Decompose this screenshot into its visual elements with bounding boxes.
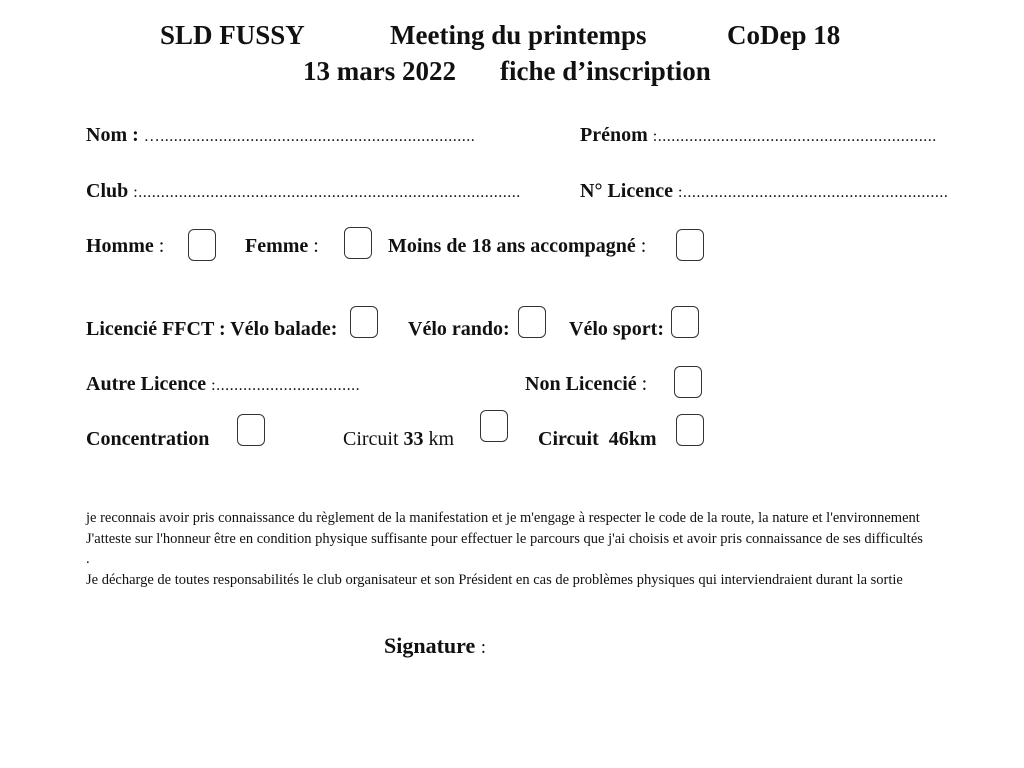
velo-rando-label: Vélo rando:	[408, 318, 510, 340]
signature-label: Signature	[384, 633, 476, 658]
femme-label: Femme	[245, 235, 309, 257]
moins18-colon: :	[640, 235, 647, 257]
femme-checkbox[interactable]	[344, 227, 372, 259]
club-row[interactable]	[86, 180, 521, 203]
non-licencie-colon: :	[641, 373, 648, 395]
circuit-33-unit: km	[428, 428, 455, 450]
circuit-33-prefix: Circuit	[343, 428, 399, 450]
velo-sport-checkbox[interactable]	[671, 306, 699, 338]
femme-label-group	[245, 235, 319, 258]
form-title: fiche d’inscription	[500, 56, 711, 86]
autre-licence-row[interactable]	[86, 373, 360, 396]
licence-label: N° Licence	[580, 180, 673, 202]
event-name: Meeting du printemps	[390, 20, 647, 50]
concentration-label: Concentration	[86, 428, 210, 450]
non-licencie-label-group	[525, 373, 647, 396]
nom-row[interactable]	[86, 124, 475, 147]
circuit-46-checkbox[interactable]	[676, 414, 704, 446]
nom-label: Nom :	[86, 124, 139, 146]
club-name: SLD FUSSY	[160, 20, 305, 50]
velo-balade-checkbox[interactable]	[350, 306, 378, 338]
nom-field[interactable]: …......................................................................	[143, 128, 476, 145]
circuit-33-label	[343, 428, 454, 451]
licence-field[interactable]: :...........................................................	[677, 184, 949, 201]
prenom-field[interactable]: :..............................................................	[652, 128, 937, 145]
club-field[interactable]: :.....................................................................................	[133, 184, 521, 201]
homme-colon: :	[158, 235, 165, 257]
moins18-checkbox[interactable]	[676, 229, 704, 261]
femme-colon: :	[313, 235, 319, 257]
moins18-label-group	[388, 235, 646, 258]
signature-group	[384, 633, 486, 659]
club-label: Club	[86, 180, 129, 202]
prenom-row[interactable]	[580, 124, 937, 147]
moins18-label: Moins de 18 ans accompagné	[388, 235, 636, 257]
velo-rando-checkbox[interactable]	[518, 306, 546, 338]
concentration-checkbox[interactable]	[237, 414, 265, 446]
declaration-liability: Je décharge de toutes responsabilités le club organisateur et son Président en cas de problèmes physiques qui interviendraient durant la sortie	[86, 571, 903, 588]
homme-label-group	[86, 235, 164, 258]
signature-colon: :	[480, 637, 487, 658]
declarations-block	[86, 508, 926, 590]
non-licencie-checkbox[interactable]	[674, 366, 702, 398]
circuit-33-checkbox[interactable]	[480, 410, 508, 442]
velo-sport-label: Vélo sport:	[569, 318, 664, 340]
autre-licence-label: Autre Licence	[86, 373, 207, 395]
circuit-33-number: 33	[403, 428, 424, 450]
non-licencie-label: Non Licencié	[525, 373, 637, 395]
declaration-rules: je reconnais avoir pris connaissance du règlement de la manifestation et je m'engage à respecter le code de la route, la nature et l'environnement	[86, 510, 920, 526]
prenom-label: Prénom	[580, 124, 648, 146]
homme-checkbox[interactable]	[188, 229, 216, 261]
event-date: 13 mars 2022	[303, 56, 456, 86]
licence-row[interactable]	[580, 180, 948, 203]
codep-label: CoDep 18	[727, 20, 841, 50]
autre-licence-field[interactable]: :................................	[211, 377, 361, 394]
homme-label: Homme	[86, 235, 154, 257]
declaration-health: J'atteste sur l'honneur être en condition physique suffisante pour effectuer le parcours que j'ai choisis et avoir pris connaissance de ses difficultés .	[86, 530, 923, 567]
circuit-46-label: Circuit 46km	[538, 428, 657, 450]
ffct-balade-label: Licencié FFCT : Vélo balade:	[86, 318, 338, 340]
